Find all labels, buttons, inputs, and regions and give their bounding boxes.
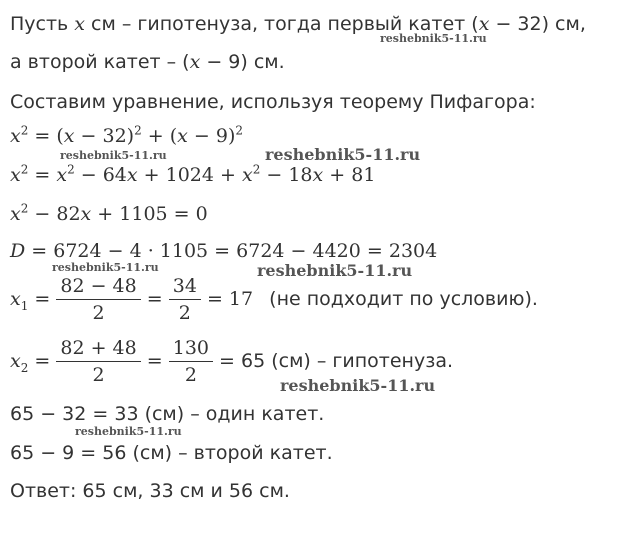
discriminant-equation — [10, 242, 437, 261]
watermark: reshebnik5-11.ru — [380, 32, 487, 45]
text-segment: 65 − 9 = 56 (см) – второй катет. — [10, 442, 333, 464]
fraction-numerator: 130 — [169, 339, 213, 362]
variable-x: x — [80, 203, 92, 225]
text-segment: Пусть — [10, 13, 75, 35]
exponent: 2 — [252, 162, 261, 177]
variable-x: x — [126, 164, 138, 186]
answer-line — [10, 482, 290, 501]
exponent: 2 — [20, 162, 29, 177]
math-segment: + ( — [141, 125, 178, 147]
variable-x: x — [56, 164, 68, 186]
fraction — [169, 339, 213, 385]
variable-x: x — [10, 288, 21, 310]
equation-3 — [10, 201, 208, 225]
text-segment: 65 − 32 = 33 (см) – один катет. — [10, 403, 325, 425]
variable-x: x — [10, 125, 21, 147]
variable-d: D — [10, 240, 26, 262]
equals-sign: = — [34, 288, 51, 310]
variable-x: x — [241, 164, 253, 186]
root-x1 — [10, 277, 538, 323]
fraction — [169, 277, 201, 323]
equation-1 — [10, 123, 244, 147]
second-leg-line — [10, 444, 333, 463]
math-segment: + 1105 = 0 — [91, 203, 208, 225]
text-segment: см – гипотенуза, тогда первый катет ( — [85, 13, 479, 35]
variable-x: x — [312, 164, 324, 186]
fraction-denominator: 2 — [92, 302, 105, 324]
root-note: (не подходит по условию). — [269, 288, 538, 310]
variable-x: x — [63, 125, 75, 147]
variable-x: x — [478, 13, 490, 35]
exponent: 2 — [235, 123, 244, 138]
variable-x: x — [177, 125, 188, 147]
watermark: reshebnik5-11.ru — [60, 149, 167, 162]
equals-sign: = — [146, 350, 163, 372]
watermark: reshebnik5-11.ru — [75, 425, 182, 438]
exponent: 2 — [134, 123, 142, 138]
fraction — [56, 277, 140, 323]
text-segment: Составим уравнение, используя теорему Пифагора: — [10, 91, 536, 113]
problem-line-3 — [10, 93, 536, 112]
equation-2 — [10, 162, 376, 186]
watermark: reshebnik5-11.ru — [52, 261, 159, 274]
fraction-numerator: 82 + 48 — [56, 339, 140, 362]
math-segment: = 6724 − 4 · 1105 = 6724 − 4420 = 2304 — [25, 240, 438, 262]
fraction-denominator: 2 — [92, 364, 105, 386]
math-segment: − 32) — [74, 125, 135, 147]
fraction-numerator: 82 − 48 — [56, 277, 140, 300]
fraction-denominator: 2 — [178, 302, 191, 324]
variable-x: x — [74, 13, 86, 35]
math-segment: + 81 — [323, 164, 376, 186]
text-segment: а второй катет – ( — [10, 51, 190, 73]
variable-x: x — [10, 350, 21, 372]
text-segment: − 32) см, — [489, 13, 586, 35]
math-segment: − 18 — [260, 164, 313, 186]
problem-line-2 — [10, 53, 285, 72]
watermark: reshebnik5-11.ru — [280, 376, 436, 395]
watermark: reshebnik5-11.ru — [257, 261, 413, 280]
equals-sign: = — [146, 288, 163, 310]
math-segment: + 1024 + — [137, 164, 242, 186]
exponent: 2 — [20, 123, 29, 138]
problem-line-1 — [10, 15, 586, 34]
fraction-denominator: 2 — [184, 364, 197, 386]
exponent: 2 — [67, 162, 75, 177]
math-segment: − 9) — [187, 125, 236, 147]
math-segment: = ( — [28, 125, 64, 147]
answer-text: Ответ: 65 см, 33 см и 56 см. — [10, 480, 290, 502]
watermark: reshebnik5-11.ru — [265, 145, 421, 164]
math-segment: = — [28, 164, 57, 186]
equals-sign: = — [34, 350, 51, 372]
math-segment: − 82 — [28, 203, 81, 225]
text-segment: − 9) см. — [200, 51, 285, 73]
math-segment: − 64 — [74, 164, 127, 186]
variable-x: x — [10, 203, 21, 225]
math-segment: = 17 — [200, 288, 254, 310]
variable-x: x — [189, 51, 201, 73]
math-segment: = 65 (см) – гипотенуза. — [213, 350, 454, 372]
first-leg-line — [10, 405, 324, 424]
exponent: 2 — [20, 201, 29, 216]
fraction-numerator: 34 — [169, 277, 201, 300]
subscript: 1 — [20, 298, 29, 313]
subscript: 2 — [20, 360, 29, 375]
variable-x: x — [10, 164, 21, 186]
fraction — [56, 339, 140, 385]
